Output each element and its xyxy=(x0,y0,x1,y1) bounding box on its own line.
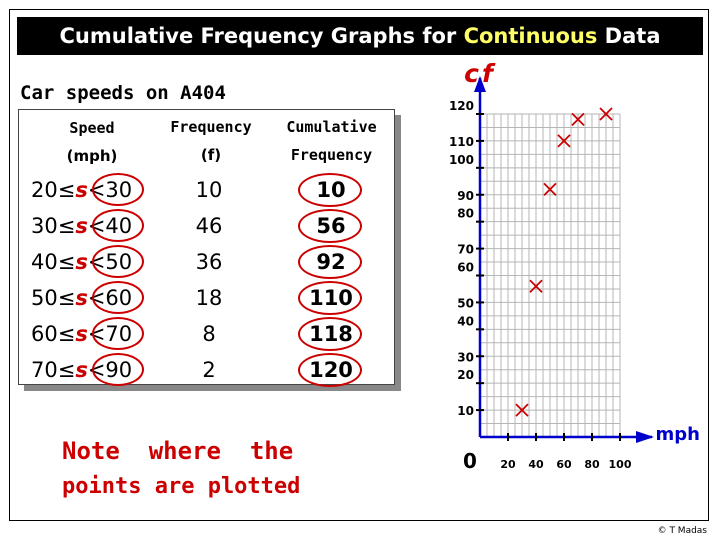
y-tick-label: 40 xyxy=(457,314,474,329)
speed-variable: s xyxy=(75,358,88,382)
frequency-value: 36 xyxy=(195,250,223,274)
header-speed-line2: (mph) xyxy=(66,147,118,165)
cumulative-frequency-value: 10 xyxy=(316,178,346,202)
y-tick-label: 20 xyxy=(457,368,474,383)
interval-upper: <60 xyxy=(87,286,133,310)
interval-lower: 60≤ xyxy=(31,322,76,346)
y-tick-label: 90 xyxy=(457,188,474,203)
speed-variable: s xyxy=(75,286,88,310)
y-tick-label: 100 xyxy=(448,152,474,167)
cumulative-frequency-value: 92 xyxy=(316,250,346,274)
speed-variable: s xyxy=(75,250,88,274)
interval-upper: <90 xyxy=(87,358,133,382)
header-frequency-line2: (f) xyxy=(200,146,222,164)
interval-lower: 20≤ xyxy=(31,178,76,202)
interval-lower: 50≤ xyxy=(31,286,76,310)
speed-variable: s xyxy=(75,322,88,346)
copyright: © T Madas xyxy=(657,526,707,536)
frequency-value: 2 xyxy=(202,358,216,382)
y-tick-label: 80 xyxy=(457,206,474,221)
y-tick-label: 110 xyxy=(448,134,474,149)
y-tick-label: 10 xyxy=(457,404,474,419)
subtitle: Car speeds on A404 xyxy=(20,82,226,104)
x-tick-label: 60 xyxy=(556,458,572,471)
cumulative-frequency-value: 118 xyxy=(309,322,353,346)
title-text-end: Data xyxy=(597,24,661,48)
interval-upper: <50 xyxy=(87,250,133,274)
x-axis-arrow xyxy=(636,431,654,443)
header-cumulative-line1: Cumulative xyxy=(286,118,377,136)
origin-label: 0 xyxy=(463,449,477,473)
interval-upper: <40 xyxy=(87,214,133,238)
interval-lower: 70≤ xyxy=(31,358,76,382)
speed-variable: s xyxy=(75,178,88,202)
title-text: Cumulative Frequency Graphs for xyxy=(59,24,464,48)
y-tick-label: 60 xyxy=(457,260,474,275)
cumulative-frequency-value: 120 xyxy=(309,358,353,382)
x-axis-label: mph xyxy=(655,424,700,445)
header-speed-line1: Speed xyxy=(69,119,115,137)
frequency-value: 10 xyxy=(195,178,223,202)
speed-variable: s xyxy=(75,214,88,238)
cumulative-frequency-value: 110 xyxy=(309,286,353,310)
header-frequency-line1: Frequency xyxy=(170,118,252,136)
y-tick-label: 50 xyxy=(457,296,474,311)
frequency-value: 18 xyxy=(195,286,223,310)
x-tick-label: 100 xyxy=(608,458,632,471)
x-tick-label: 20 xyxy=(500,458,516,471)
y-tick-label: 30 xyxy=(457,350,474,365)
x-tick-label: 40 xyxy=(528,458,544,471)
note-line1: Note where the xyxy=(62,437,294,465)
interval-upper: <30 xyxy=(87,178,133,202)
frequency-value: 46 xyxy=(195,214,223,238)
frequency-value: 8 xyxy=(202,322,216,346)
y-tick-label: 120 xyxy=(448,99,474,113)
y-tick-label: 70 xyxy=(457,242,474,257)
header-cumulative-line2: Frequency xyxy=(290,146,373,164)
cumulative-frequency-value: 56 xyxy=(316,214,346,238)
interval-lower: 40≤ xyxy=(31,250,76,274)
interval-lower: 30≤ xyxy=(31,214,76,238)
note-line2: points are plotted xyxy=(62,474,301,499)
title-highlight: Continuous xyxy=(463,24,598,48)
interval-upper: <70 xyxy=(87,322,133,346)
x-tick-label: 80 xyxy=(584,458,600,471)
y-axis-label: cf xyxy=(464,59,496,88)
